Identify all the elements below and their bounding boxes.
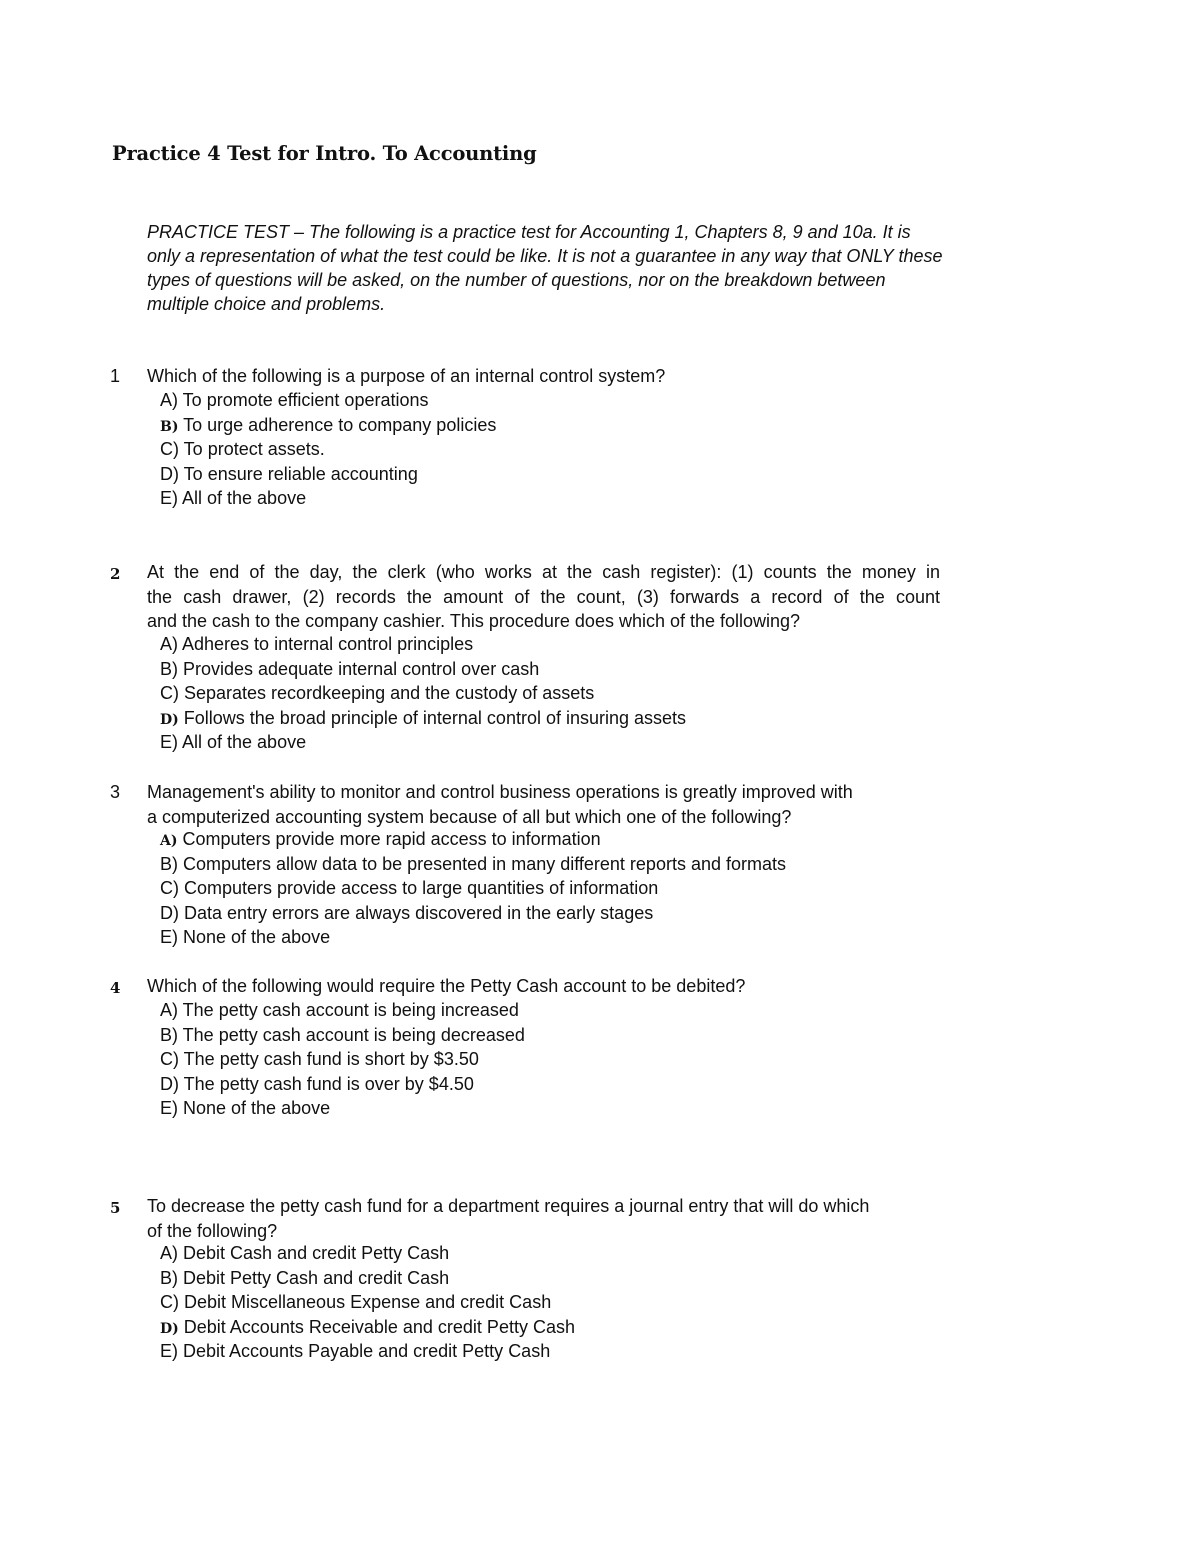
answer-option[interactable] [160,730,686,755]
option-letter: C) [160,439,179,459]
option-text: The petty cash account is being decreased [178,1024,525,1045]
intro-line: multiple choice and problems. [147,294,386,314]
option-letter: E) [160,927,178,947]
option-text: None of the above [178,1098,331,1118]
question-line: a computerized accounting system because of all but which one of the following? [147,806,792,827]
option-letter: B) [160,1267,178,1288]
option-letter: C) [160,1292,179,1312]
option-letter: D) [160,902,179,923]
answer-options [160,632,686,755]
option-text: All of the above [178,732,307,752]
option-letter: A) [160,1243,178,1263]
answer-option[interactable] [160,925,786,950]
answer-option[interactable] [160,852,786,877]
question-number: 5 [110,1199,121,1217]
option-text: All of the above [178,488,307,508]
option-letter: B) [160,1024,178,1045]
option-text: None of the above [178,927,331,947]
question-number: 4 [110,979,121,997]
answer-option[interactable] [160,706,686,731]
question-text [147,560,947,634]
option-text: Debit Cash and credit Petty Cash [178,1243,450,1263]
answer-option[interactable] [160,486,496,511]
intro-line: types of questions will be asked, on the number of questions, nor on the breakdown between [147,270,886,290]
option-text: Computers provide access to large quantities of information [179,878,659,898]
question-line: Which of the following is a purpose of an internal control system? [147,366,666,386]
option-letter: E) [160,488,178,508]
intro-paragraph [147,220,1027,316]
answer-option[interactable] [160,657,686,682]
answer-option[interactable] [160,1241,575,1266]
question-line: At the end of the day, the clerk (who works at the cash register): (1) counts the money in [147,562,940,582]
option-letter: D) [160,711,179,728]
answer-option[interactable] [160,1290,575,1315]
option-text: Debit Petty Cash and credit Cash [178,1267,450,1288]
answer-option[interactable] [160,827,786,852]
question-line: To decrease the petty cash fund for a department requires a journal entry that will do which [147,1196,870,1216]
question-line: the cash drawer, (2) records the amount of the count, (3) forwards a record of the count [147,586,940,607]
answer-option[interactable] [160,1072,525,1097]
option-text: The petty cash fund is over by $4.50 [179,1073,474,1094]
answer-option[interactable] [160,998,525,1023]
question-number: 3 [110,782,121,802]
answer-option[interactable] [160,681,686,706]
question-text [147,974,947,999]
answer-options [160,998,525,1121]
answer-option[interactable] [160,437,496,462]
option-letter: C) [160,878,179,898]
answer-options [160,827,786,950]
question-line: Management's ability to monitor and control business operations is greatly improved with [147,782,853,802]
option-letter: C) [160,1049,179,1069]
option-letter: D) [160,463,179,484]
option-letter: A) [160,1000,178,1020]
answer-option[interactable] [160,462,496,487]
question-text [147,364,947,389]
question-text [147,1194,947,1243]
question-text [147,780,947,829]
option-text: Data entry errors are always discovered in the early stages [179,902,654,923]
intro-line: PRACTICE TEST – The following is a practice test for Accounting 1, Chapters 8, 9 and 10a. It is [147,222,911,242]
answer-option[interactable] [160,1315,575,1340]
page-title: Practice 4 Test for Intro. To Accounting [112,142,537,165]
answer-options [160,388,496,511]
option-text: To promote efficient operations [178,390,429,410]
option-text: The petty cash account is being increased [178,1000,519,1020]
answer-option[interactable] [160,632,686,657]
option-text: Debit Accounts Receivable and credit Petty Cash [178,1316,575,1337]
question-line: Which of the following would require the Petty Cash account to be debited? [147,976,746,996]
option-text: Debit Miscellaneous Expense and credit Cash [179,1292,552,1312]
answer-option[interactable] [160,1023,525,1048]
option-letter: B) [160,658,178,679]
option-text: Debit Accounts Payable and credit Petty Cash [178,1341,551,1361]
question-line: and the cash to the company cashier. This procedure does which of the following? [147,611,801,631]
option-letter: C) [160,683,179,703]
option-letter: E) [160,1098,178,1118]
answer-option[interactable] [160,413,496,438]
answer-option[interactable] [160,1047,525,1072]
answer-option[interactable] [160,1096,525,1121]
option-text: Computers allow data to be presented in many different reports and formats [178,853,786,874]
option-text: To ensure reliable accounting [179,463,418,484]
answer-option[interactable] [160,1339,575,1364]
answer-option[interactable] [160,1266,575,1291]
question-line: of the following? [147,1220,278,1241]
option-text: Computers provide more rapid access to information [177,829,601,849]
option-text: To urge adherence to company policies [178,414,497,435]
option-text: To protect assets. [179,439,325,459]
option-text: Adheres to internal control principles [178,634,474,654]
option-letter: B) [160,853,178,874]
question-number: 2 [110,565,121,583]
option-letter: E) [160,732,178,752]
answer-option[interactable] [160,388,496,413]
option-letter: B) [160,418,179,435]
option-letter: D) [160,1073,179,1094]
option-text: Provides adequate internal control over cash [178,658,540,679]
option-letter: A) [160,634,178,654]
intro-line: only a representation of what the test could be like. It is not a guarantee in any way that ONLY these [147,246,943,266]
option-letter: A) [160,390,178,410]
question-number: 1 [110,366,121,386]
answer-option[interactable] [160,876,786,901]
answer-option[interactable] [160,901,786,926]
option-letter: E) [160,1341,178,1361]
option-letter: A) [160,833,178,849]
option-text: Separates recordkeeping and the custody of assets [179,683,595,703]
answer-options [160,1241,575,1364]
option-letter: D) [160,1320,179,1337]
option-text: The petty cash fund is short by $3.50 [179,1049,479,1069]
option-text: Follows the broad principle of internal control of insuring assets [178,707,687,728]
